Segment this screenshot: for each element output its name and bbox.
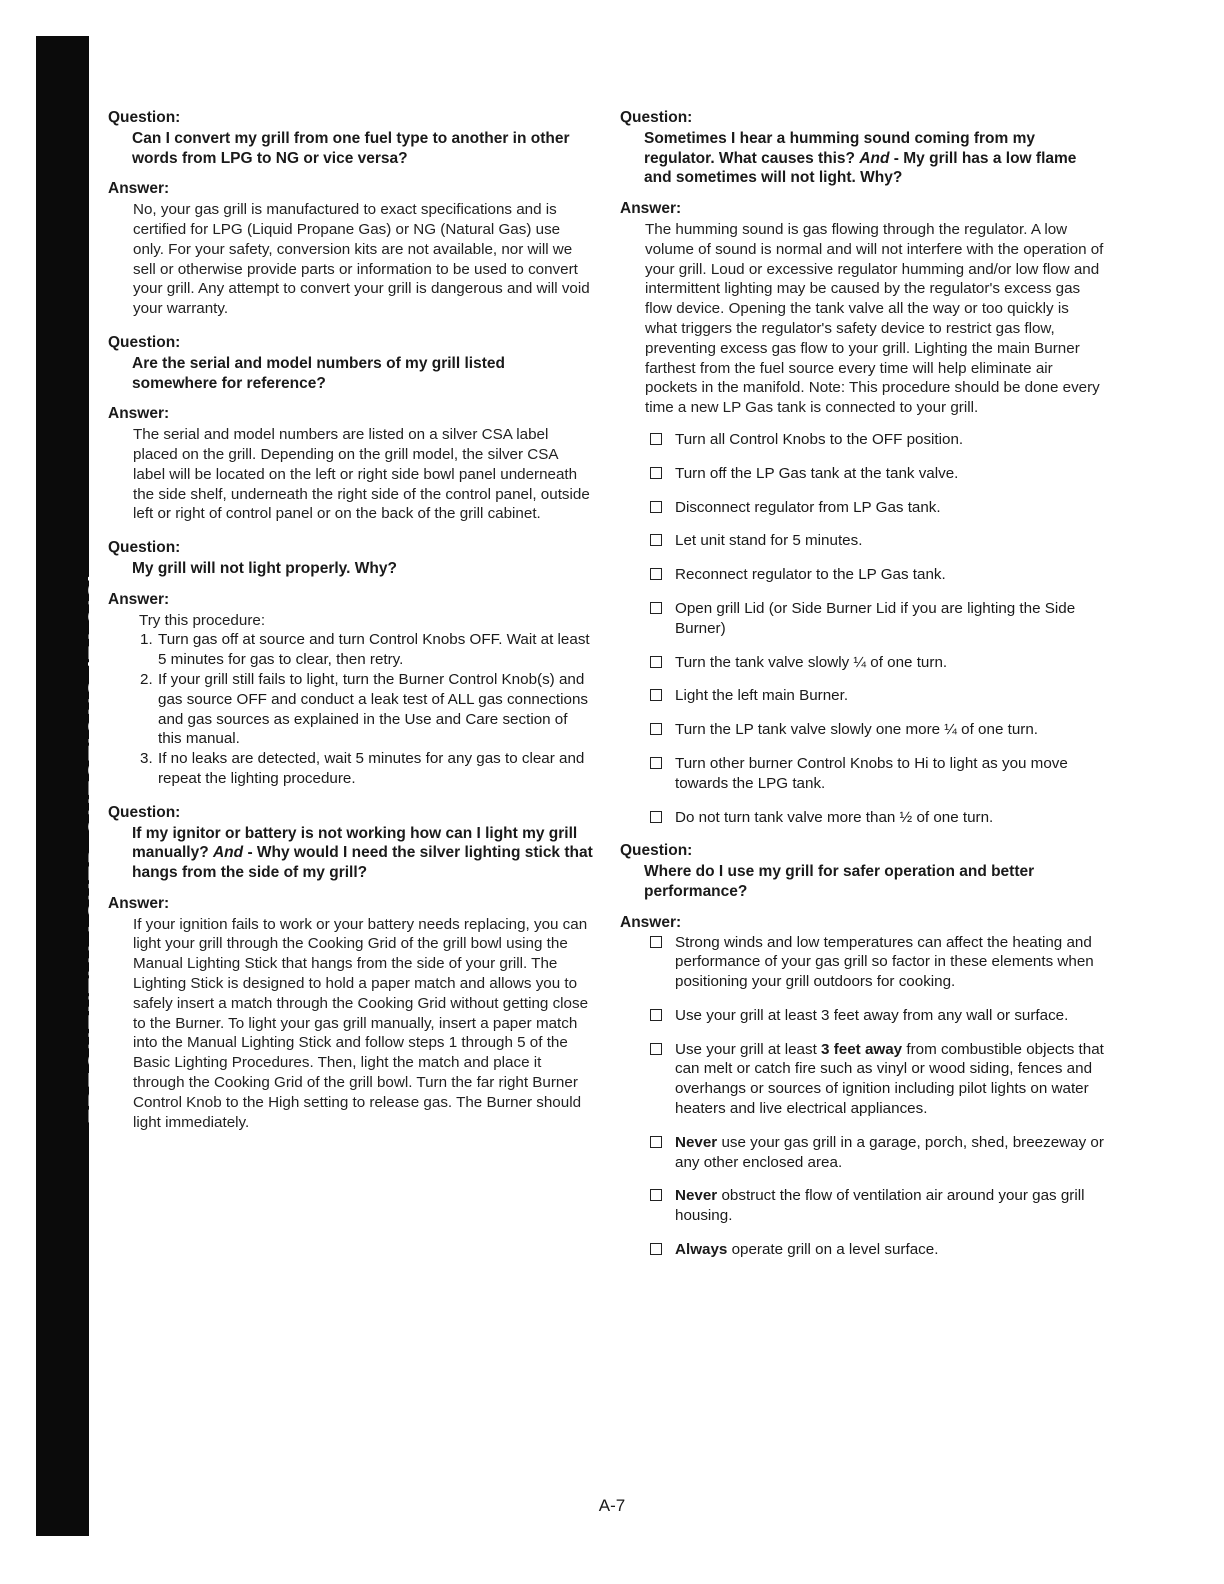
checkbox-icon — [650, 568, 662, 580]
faq-item — [108, 108, 593, 319]
checklist-item: Never obstruct the flow of ventilation air around your gas grill housing. — [620, 1186, 1105, 1226]
checklist-item: Use your grill at least 3 feet away from combustible objects that can melt or catch fire such as vinyl or wood siding, fences and overhangs or sources of ignition including pilot lights on water heaters and live electrical appliances. — [620, 1040, 1105, 1119]
faq-item — [108, 538, 593, 789]
checkbox-icon — [650, 656, 662, 668]
sidebar — [36, 36, 112, 1536]
question-label: Question: — [108, 333, 181, 351]
faq-item — [108, 333, 593, 524]
answer-label: Answer: — [108, 180, 170, 198]
question-text: Are the serial and model numbers of my grill listed somewhere for reference? — [132, 354, 505, 392]
faq-item — [620, 108, 1105, 827]
answer-text: The humming sound is gas flowing through the regulator. A low volume of sound is normal and will not interfere with the operation of your grill. Loud or excessive regulator humming and/or low flow and intermittent lighting may be caused by the regulator's excess gas flow device. Opening the tank valve all the way or too quickly is what triggers the regulator's safety device to restrict gas flow, preventing excess gas flow to your grill. Lighting the main Burner farthest from the fuel source every time will help eliminate air pockets in the manifold. Note: This procedure should be done every time a new LP Gas tank is connected to your grill. — [645, 220, 1104, 417]
checklist-item: Turn other burner Control Knobs to Hi to light as you move towards the LPG tank. — [620, 754, 1105, 794]
checklist-item: Do not turn tank valve more than ½ of one turn. — [620, 808, 1105, 828]
checklist-item: Turn the LP tank valve slowly one more ¼ of one turn. — [620, 720, 1105, 740]
question-text: Where do I use my grill for safer operation and better performance? — [644, 863, 1035, 900]
question-label: Question: — [620, 109, 693, 126]
question-label: Question: — [620, 842, 693, 860]
checkbox-icon — [650, 501, 662, 513]
checkbox-icon — [650, 534, 662, 546]
question-text: My grill will not light properly. Why? — [132, 559, 397, 577]
procedure-steps — [108, 630, 593, 788]
answer-intro: Try this procedure: — [139, 611, 266, 629]
checklist-item: Turn all Control Knobs to the OFF position. — [620, 430, 1105, 450]
question-label: Question: — [108, 539, 181, 557]
faq-item — [620, 841, 1105, 1260]
procedure-step: 2. If your grill still fails to light, turn the Burner Control Knob(s) and gas source OFF and conduct a leak test of ALL gas connections and gas sources as explained in the Use and Care section of this manual. — [140, 670, 589, 748]
checkbox-icon — [650, 1009, 662, 1021]
checkbox-icon — [650, 811, 662, 823]
answer-text: If your ignition fails to work or your battery needs replacing, you can light your grill through the Cooking Grid of the grill bowl using the Manual Lighting Stick that hangs from the side of your grill. The Lighting Stick is designed to hold a paper match and allows you to safely insert a match through the Cooking Grid without getting close to the Burner. To light your gas grill manually, insert a paper match into the Manual Lighting Stick and follow steps 1 through 5 of the Basic Lighting Procedures. Then, light the match and place it through the Cooking Grid of the grill bowl. Turn the far right Burner Control Knob to the High setting to release gas. The Burner should light immediately. — [133, 915, 589, 1131]
procedure-step: 1. Turn gas off at source and turn Control Knobs OFF. Wait at least 5 minutes for gas to clear, then retry. — [140, 631, 590, 669]
question-text: Can I convert my grill from one fuel type to another in other words from LPG to NG or vice versa? — [132, 129, 570, 167]
question-label: Question: — [108, 803, 181, 821]
checkbox-icon — [650, 757, 662, 769]
checklist-item: Turn the tank valve slowly ¼ of one turn. — [620, 653, 1105, 673]
checklist-item: Reconnect regulator to the LP Gas tank. — [620, 565, 1105, 585]
right-column — [620, 108, 1105, 1274]
checklist-item: Turn off the LP Gas tank at the tank valve. — [620, 464, 1105, 484]
checklist-item: Use your grill at least 3 feet away from any wall or surface. — [620, 1006, 1105, 1026]
question-text: If my ignitor or battery is not working how can I light my grill manually? And - Why would I need the silver lighting stick that hangs from the side of my grill? — [132, 824, 593, 882]
answer-label: Answer: — [620, 200, 682, 218]
checklist-item: Never use your gas grill in a garage, porch, shed, breezeway or any other enclosed area. — [620, 1133, 1105, 1173]
question-label: Question: — [108, 109, 181, 126]
left-column — [108, 108, 593, 1132]
checklist — [620, 430, 1105, 827]
checkbox-icon — [650, 1189, 662, 1201]
question-text: Sometimes I hear a humming sound coming from my regulator. What causes this? And - My grill has a low flame and sometimes will not light. Why? — [644, 129, 1077, 187]
answer-label: Answer: — [108, 894, 170, 912]
answer-label: Answer: — [108, 405, 170, 423]
checkbox-icon — [650, 936, 662, 948]
answer-label: Answer: — [108, 590, 170, 608]
page-number: A-7 — [598, 1496, 626, 1515]
checkbox-icon — [650, 467, 662, 479]
checklist-item: Disconnect regulator from LP Gas tank. — [620, 498, 1105, 518]
checkbox-icon — [650, 602, 662, 614]
answer-label: Answer: — [620, 913, 682, 931]
checklist-item: Open grill Lid (or Side Burner Lid if you are lighting the Side Burner) — [620, 599, 1105, 639]
checkbox-icon — [650, 433, 662, 445]
checkbox-icon — [650, 1243, 662, 1255]
checkbox-icon — [650, 689, 662, 701]
checkbox-icon — [650, 1043, 662, 1055]
answer-text: The serial and model numbers are listed on a silver CSA label placed on the grill. Depending on the grill model, the silver CSA label will be located on the left or right side bowl panel underneath the side shelf, underneath the right side of the control panel, outside left or right of control panel or on the back of the grill cabinet. — [133, 426, 590, 523]
checklist — [620, 933, 1105, 1260]
sidebar-title: FREQUENTLY ASKED QUESTIONS (FAQ'S) — [84, 571, 112, 1124]
procedure-step: 3. If no leaks are detected, wait 5 minutes for any gas to clear and repeat the lighting procedure. — [140, 750, 585, 787]
answer-text: No, your gas grill is manufactured to exact specifications and is certified for LPG (Liquid Propane Gas) or NG (Natural Gas) use only. For your safety, conversion kits are not available, nor will we sell or otherwise provide parts or information to be used to convert your grill. Any attempt to convert your grill is dangerous and will void your warranty. — [133, 201, 590, 318]
checklist-item: Light the left main Burner. — [620, 686, 1105, 706]
checkbox-icon — [650, 1136, 662, 1148]
checklist-item: Strong winds and low temperatures can affect the heating and performance of your gas grill so factor in these elements when positioning your grill outdoors for cooking. — [620, 933, 1105, 992]
faq-item — [108, 803, 593, 1133]
checklist-item: Let unit stand for 5 minutes. — [620, 531, 1105, 551]
checklist-item: Always operate grill on a level surface. — [620, 1240, 1105, 1260]
checkbox-icon — [650, 723, 662, 735]
